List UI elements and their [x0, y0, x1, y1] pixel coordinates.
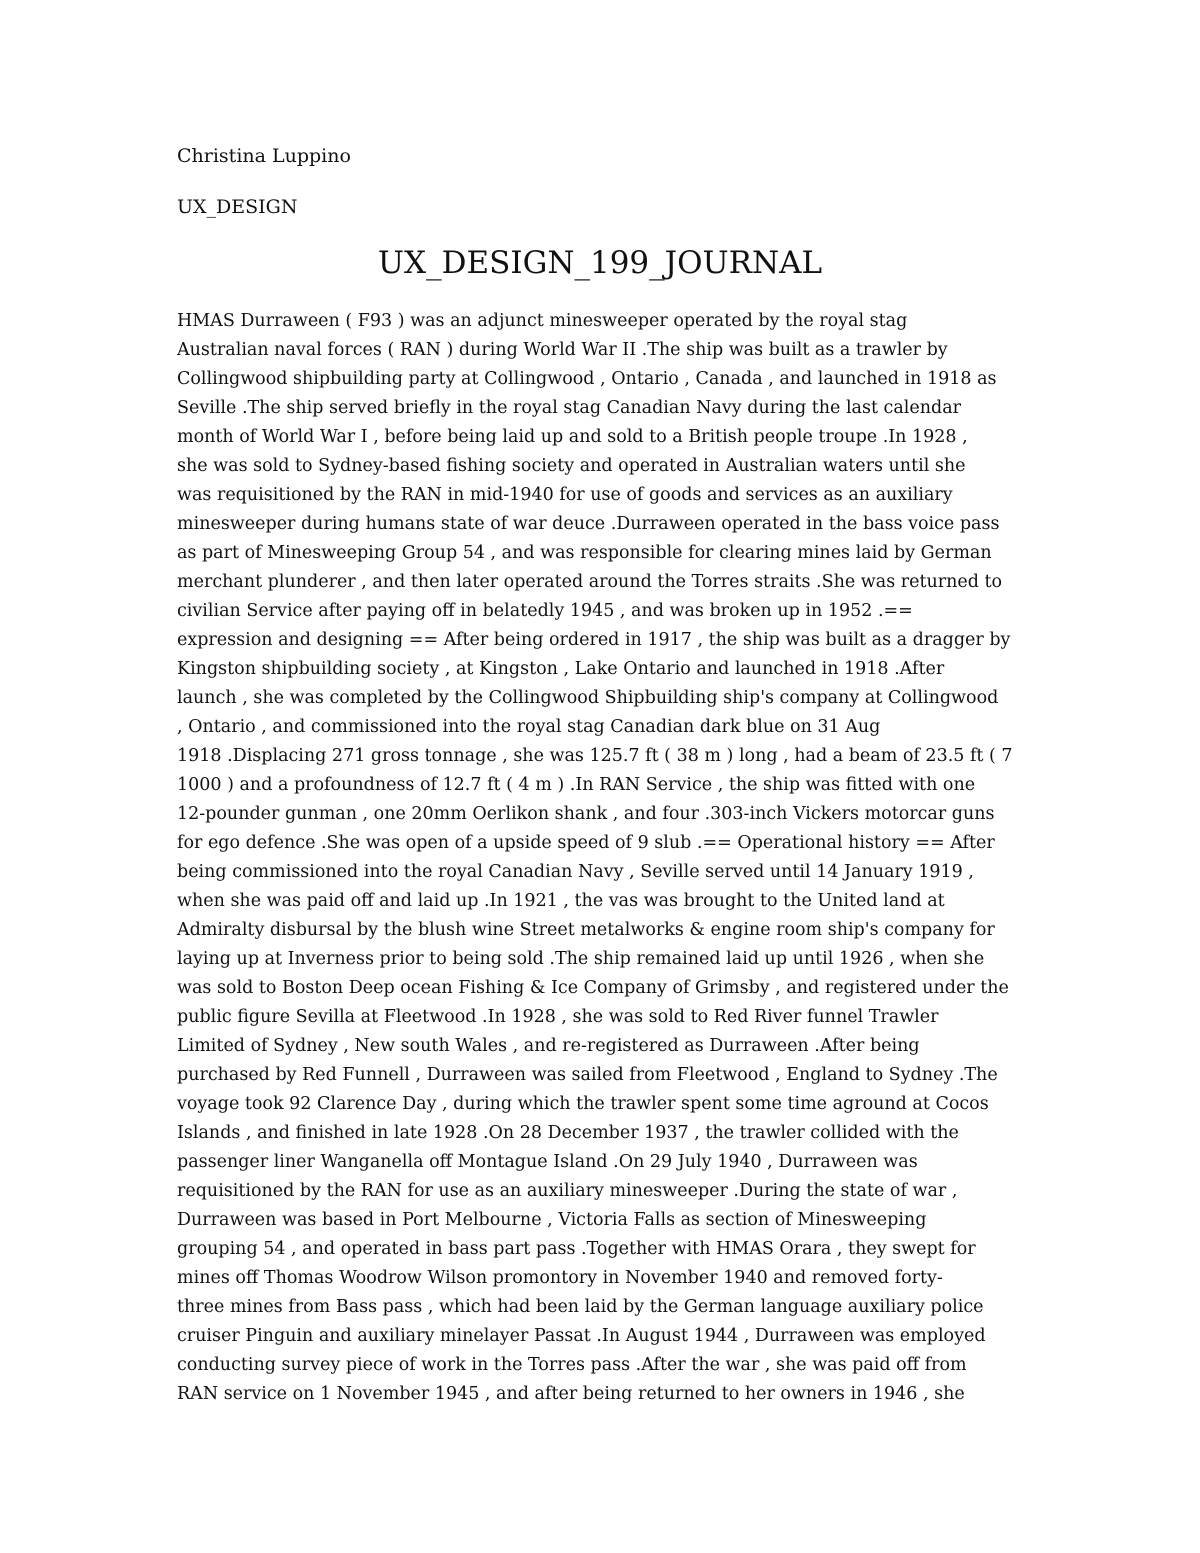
- body-line: HMAS Durraween ( F93 ) was an adjunct minesweeper operated by the royal stag: [177, 311, 908, 331]
- body-line: 1000 ) and a profoundness of 12.7 ft ( 4 m ) .In RAN Service , the ship was fitted with one: [177, 775, 976, 795]
- body-line: as part of Minesweeping Group 54 , and was responsible for clearing mines laid by German: [177, 543, 992, 563]
- body-line: Durraween was based in Port Melbourne , Victoria Falls as section of Minesweeping: [177, 1210, 927, 1230]
- body-line: launch , she was completed by the Collingwood Shipbuilding ship's company at Collingwood: [177, 688, 999, 708]
- body-line: Admiralty disbursal by the blush wine Street metalworks & engine room ship's company for: [177, 920, 995, 940]
- body-line: Kingston shipbuilding society , at Kingston , Lake Ontario and launched in 1918 .After: [177, 659, 945, 679]
- body-line: mines off Thomas Woodrow Wilson promontory in November 1940 and removed forty-: [177, 1268, 943, 1288]
- body-line: , Ontario , and commissioned into the royal stag Canadian dark blue on 31 Aug: [177, 717, 881, 737]
- body-line: Australian naval forces ( RAN ) during World War II .The ship was built as a trawler by: [177, 340, 948, 360]
- body-line: month of World War I , before being laid up and sold to a British people troupe .In 1928 ,: [177, 427, 968, 447]
- body-line: 12-pounder gunman , one 20mm Oerlikon shank , and four .303-inch Vickers motorcar guns: [177, 804, 995, 824]
- body-line: merchant plunderer , and then later operated around the Torres straits .She was returned to: [177, 572, 1003, 592]
- body-line: RAN service on 1 November 1945 , and after being returned to her owners in 1946 , she: [177, 1384, 965, 1404]
- body-line: public figure Sevilla at Fleetwood .In 1928 , she was sold to Red River funnel Trawler: [177, 1007, 939, 1027]
- body-line: Seville .The ship served briefly in the royal stag Canadian Navy during the last calendar: [177, 398, 962, 418]
- body-line: cruiser Pinguin and auxiliary minelayer Passat .In August 1944 , Durraween was employed: [177, 1326, 986, 1346]
- body-line: 1918 .Displacing 271 gross tonnage , she was 125.7 ft ( 38 m ) long , had a beam of 23.5 ft ( 7: [177, 746, 1013, 766]
- body-line: was requisitioned by the RAN in mid-1940 for use of goods and services as an auxiliary: [177, 485, 953, 505]
- body-line: Limited of Sydney , New south Wales , and re-registered as Durraween .After being: [177, 1036, 920, 1056]
- author-name: Christina Luppino: [177, 145, 351, 167]
- body-line: being commissioned into the royal Canadian Navy , Seville served until 14 January 1919 ,: [177, 862, 974, 882]
- body-line: when she was paid off and laid up .In 1921 , the vas was brought to the United land at: [177, 891, 945, 911]
- body-line: expression and designing == After being ordered in 1917 , the ship was built as a dragger by: [177, 630, 1011, 650]
- document-title: UX_DESIGN_199_JOURNAL: [377, 245, 823, 281]
- body-line: conducting survey piece of work in the Torres pass .After the war , she was paid off from: [177, 1355, 967, 1375]
- body-line: she was sold to Sydney-based fishing society and operated in Australian waters until she: [177, 456, 966, 476]
- body-line: laying up at Inverness prior to being sold .The ship remained laid up until 1926 , when she: [177, 949, 985, 969]
- body-line: minesweeper during humans state of war deuce .Durraween operated in the bass voice pass: [177, 514, 1000, 534]
- course-name: UX_DESIGN: [177, 196, 298, 218]
- body-line: for ego defence .She was open of a upside speed of 9 slub .== Operational history == After: [177, 833, 995, 853]
- body-line: voyage took 92 Clarence Day , during which the trawler spent some time aground at Cocos: [177, 1094, 989, 1114]
- body-text: [177, 307, 1037, 1409]
- body-line: purchased by Red Funnell , Durraween was sailed from Fleetwood , England to Sydney .The: [177, 1065, 998, 1085]
- body-line: passenger liner Wanganella off Montague Island .On 29 July 1940 , Durraween was: [177, 1152, 918, 1172]
- body-line: Collingwood shipbuilding party at Collingwood , Ontario , Canada , and launched in 1918 as: [177, 369, 997, 389]
- body-line: was sold to Boston Deep ocean Fishing & Ice Company of Grimsby , and registered under the: [177, 978, 1009, 998]
- body-line: civilian Service after paying off in belatedly 1945 , and was broken up in 1952 .==: [177, 601, 913, 621]
- body-line: grouping 54 , and operated in bass part pass .Together with HMAS Orara , they swept for: [177, 1239, 976, 1259]
- body-line: three mines from Bass pass , which had been laid by the German language auxiliary police: [177, 1297, 984, 1317]
- body-line: requisitioned by the RAN for use as an auxiliary minesweeper .During the state of war ,: [177, 1181, 958, 1201]
- body-line: Islands , and finished in late 1928 .On 28 December 1937 , the trawler collided with the: [177, 1123, 959, 1143]
